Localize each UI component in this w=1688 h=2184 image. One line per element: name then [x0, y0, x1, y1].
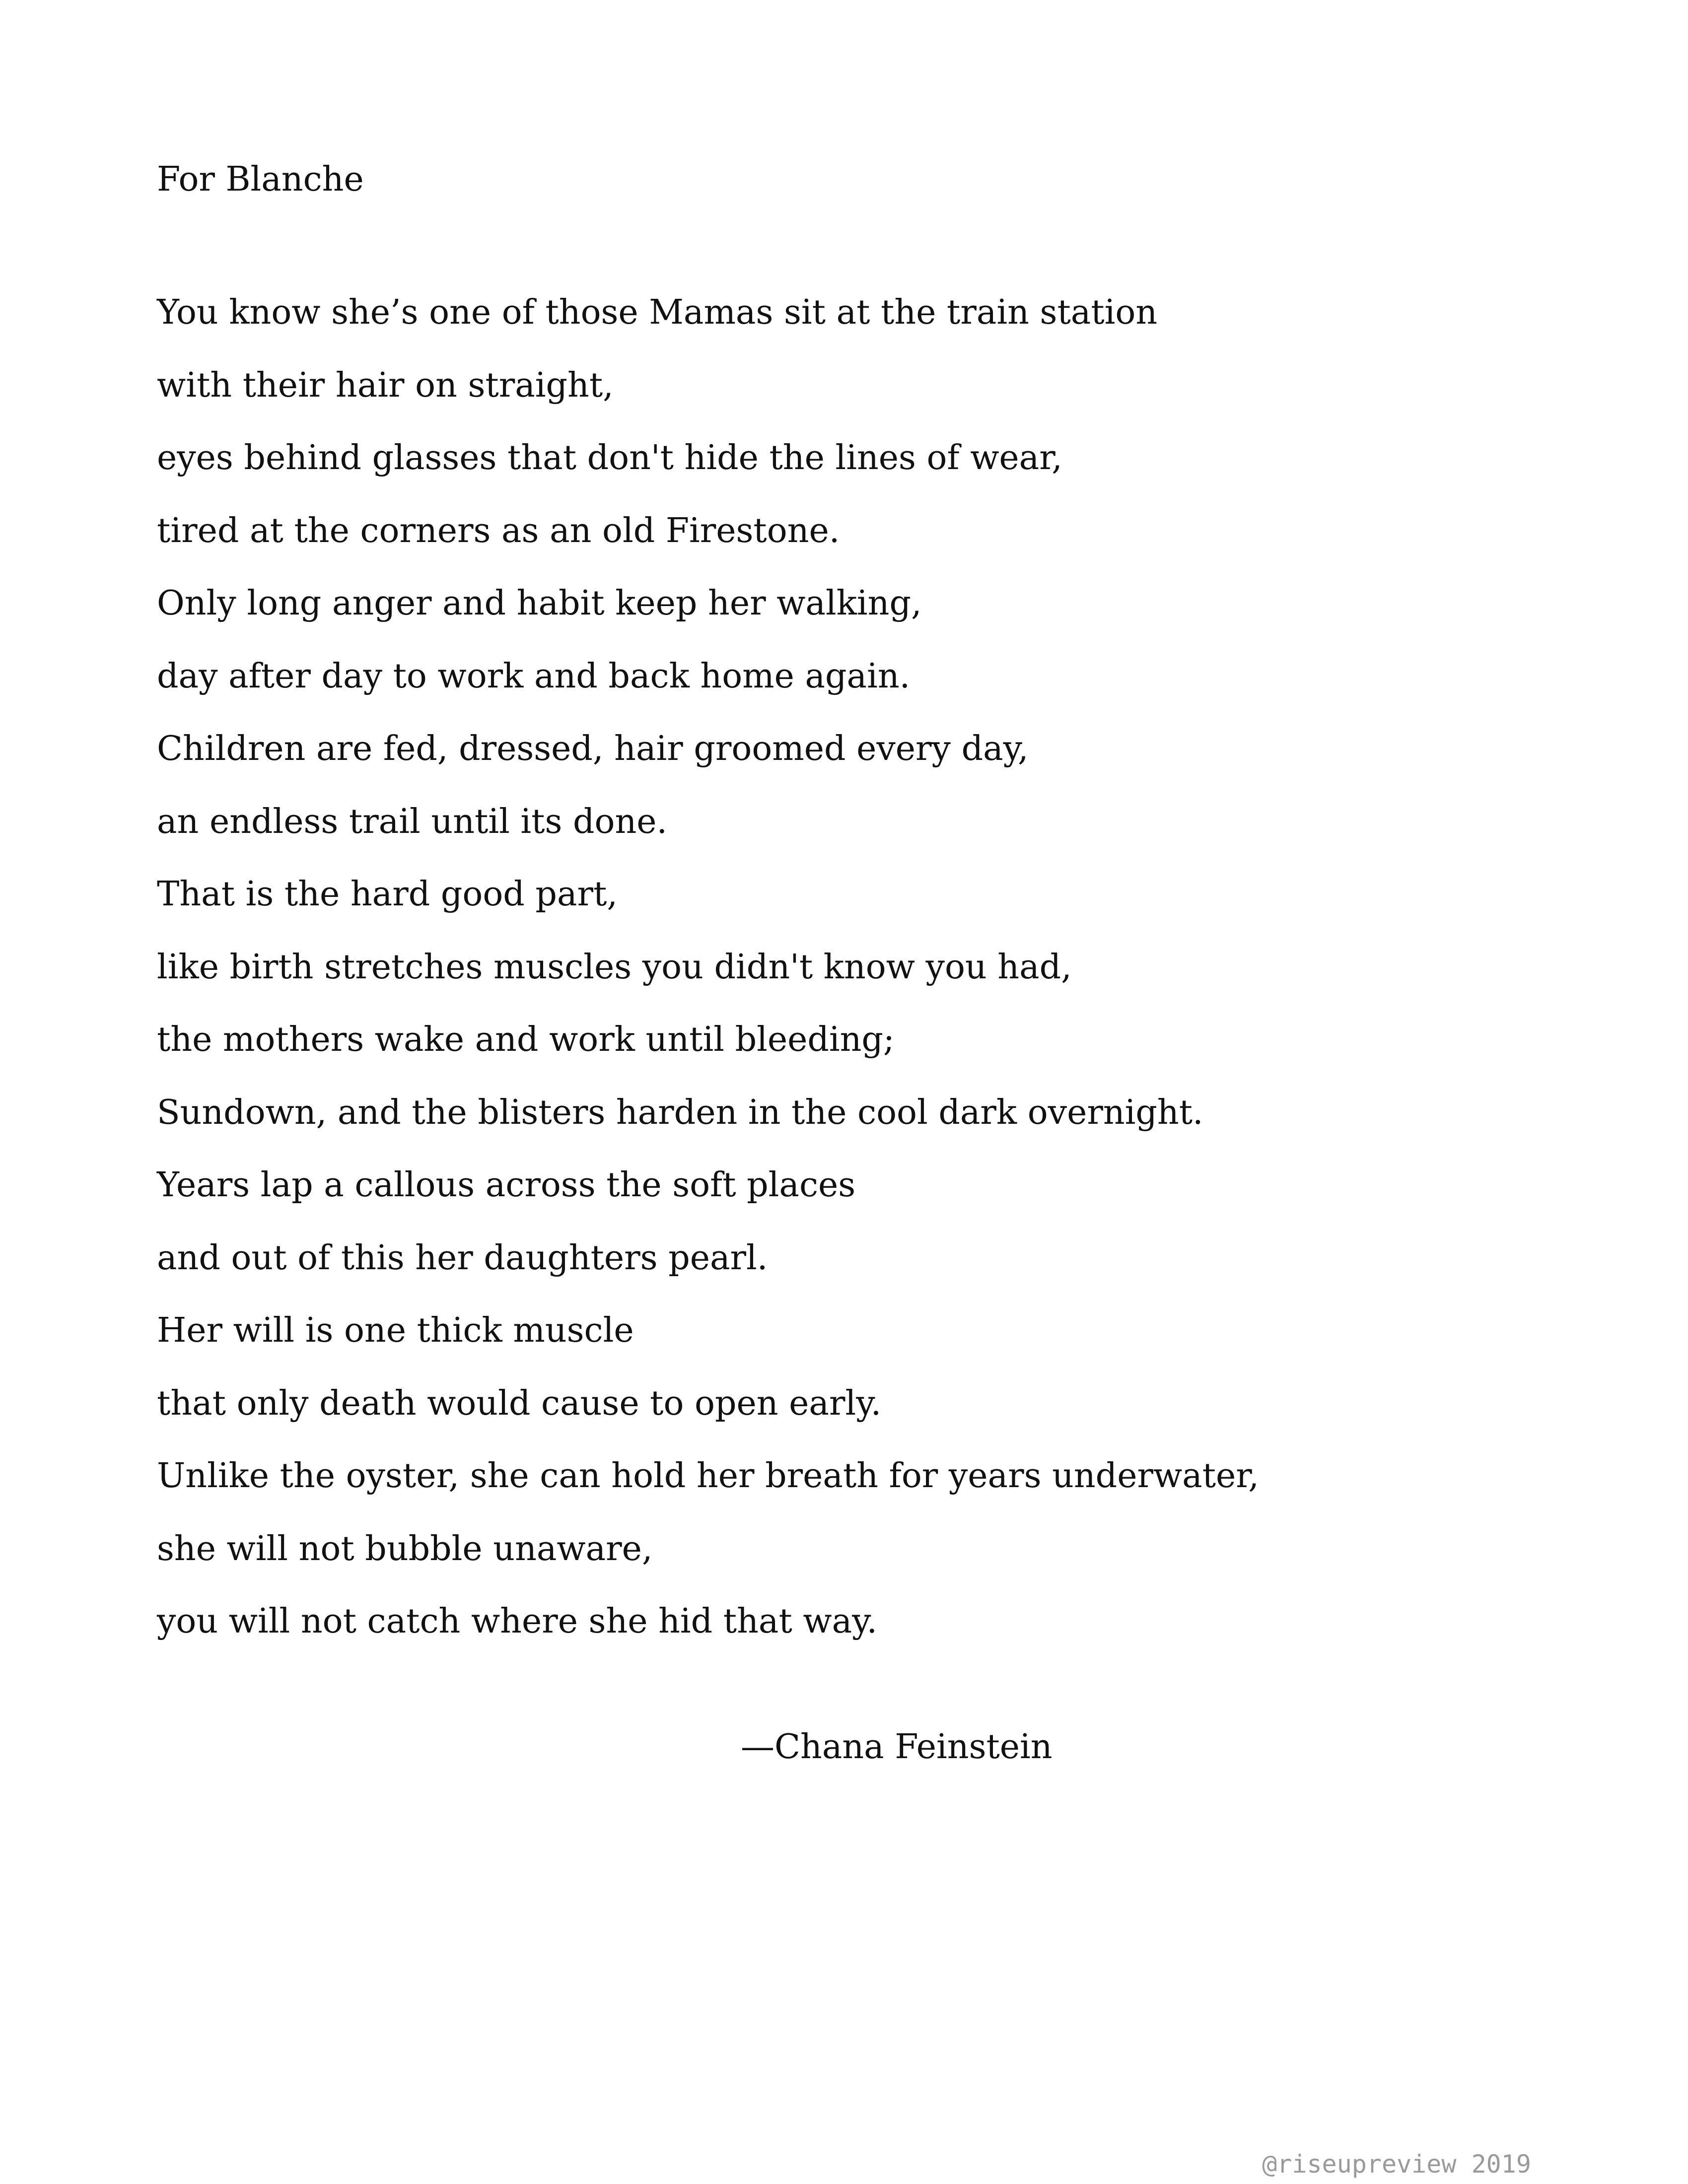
poem-line: Years lap a callous across the soft places [157, 1165, 856, 1205]
poem-line: with their hair on straight, [157, 365, 614, 405]
poem-line: and out of this her daughters pearl. [157, 1238, 768, 1278]
poem-line: Her will is one thick muscle [157, 1311, 634, 1350]
poem-line: an endless trail until its done. [157, 802, 668, 841]
poem-line: like birth stretches muscles you didn't know you had, [157, 947, 1072, 987]
poem-line: You know she’s one of those Mamas sit at the train station [157, 293, 1158, 332]
poem-line: Only long anger and habit keep her walking, [157, 584, 922, 623]
poem-body [157, 288, 1259, 1670]
poem-line: you will not catch where she hid that way. [157, 1602, 878, 1641]
poem-line: the mothers wake and work until bleeding; [157, 1020, 895, 1059]
poem-line: Sundown, and the blisters harden in the cool dark overnight. [157, 1092, 1203, 1132]
poem-line: eyes behind glasses that don't hide the lines of wear, [157, 438, 1062, 478]
poem-line: tired at the corners as an old Firestone. [157, 511, 840, 550]
poem-line: she will not bubble unaware, [157, 1529, 653, 1569]
copyright-footer: @riseupreview 2019 [1262, 2150, 1531, 2179]
poem-attribution: —Chana Feinstein [741, 1727, 1053, 1767]
poem-line: Unlike the oyster, she can hold her breath for years underwater, [157, 1456, 1259, 1496]
poem-line: Children are fed, dressed, hair groomed every day, [157, 729, 1029, 768]
poem-line: day after day to work and back home again. [157, 656, 911, 696]
poem-line: that only death would cause to open early. [157, 1383, 882, 1423]
poem-line: That is the hard good part, [157, 875, 618, 914]
poem-title: For Blanche [157, 160, 364, 199]
